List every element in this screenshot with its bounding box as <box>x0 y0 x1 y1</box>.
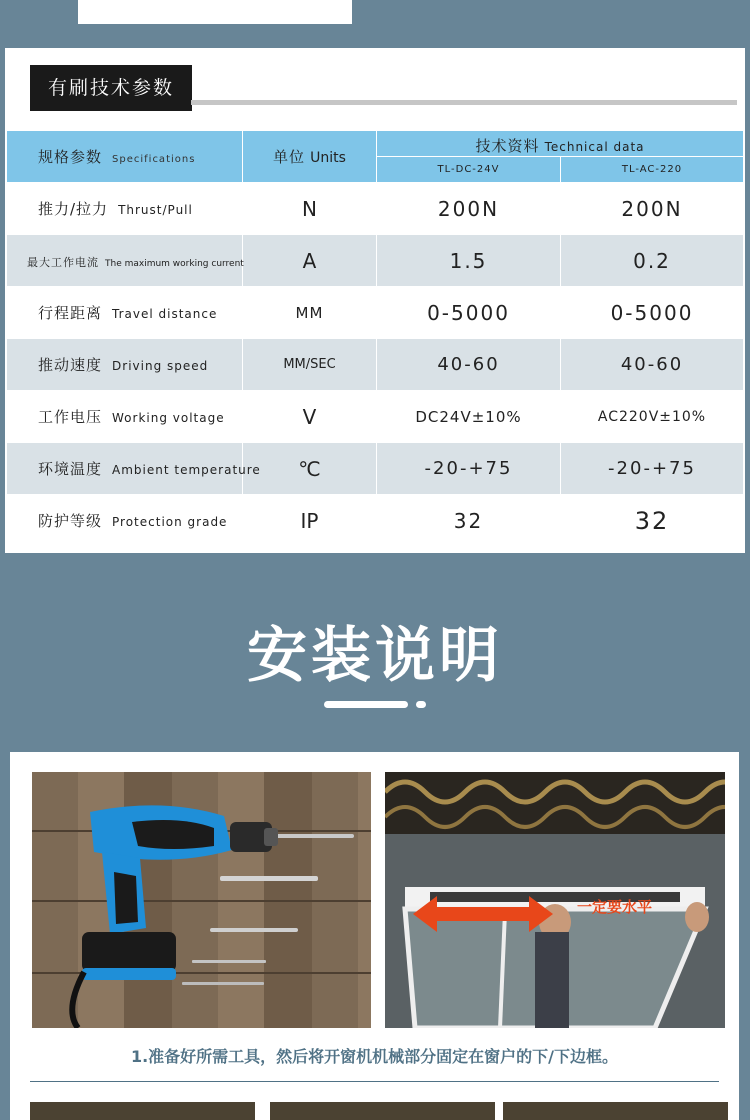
row-label-en: Working voltage <box>112 411 225 425</box>
title-underline <box>324 701 408 708</box>
title-underline-dot <box>416 701 426 708</box>
row-unit: ℃ <box>243 443 377 495</box>
row-value-dc: 1.5 <box>377 235 561 287</box>
header-spec-cn: 规格参数 <box>38 148 103 166</box>
table-row <box>7 339 744 391</box>
table-row <box>7 287 744 339</box>
header-tech-cn: 技术资料 <box>475 137 540 155</box>
header-unit <box>243 131 377 183</box>
row-label-en: The maximum working current <box>105 259 244 269</box>
row-label-en: Travel distance <box>112 307 218 321</box>
spec-heading: 有刷技术参数 <box>30 65 192 111</box>
header-spec-en: Specifications <box>112 154 196 165</box>
row-value-dc: 0-5000 <box>377 287 561 339</box>
table-row <box>7 495 744 547</box>
next-step-thumbnail <box>270 1102 495 1120</box>
header-tech-en: Technical data <box>544 140 645 154</box>
row-unit: A <box>243 235 377 287</box>
row-unit: MM/SEC <box>243 339 377 391</box>
double-arrow-icon <box>413 894 553 934</box>
row-value-ac: 40-60 <box>561 339 744 391</box>
cordless-drill-image <box>32 772 371 1028</box>
row-label-cn: 最大工作电流 <box>27 256 99 269</box>
row-value-dc: 32 <box>377 495 561 547</box>
install-card <box>10 752 739 1120</box>
row-label-en: Thrust/Pull <box>118 203 193 217</box>
row-value-dc: 200N <box>377 183 561 235</box>
row-value-ac: AC220V±10% <box>561 391 744 443</box>
header-model-ac: TL-AC-220 <box>561 157 744 183</box>
row-label-cn: 防护等级 <box>38 512 103 530</box>
table-row <box>7 443 744 495</box>
header-unit-cn: 单位 <box>273 148 306 166</box>
row-unit: MM <box>243 287 377 339</box>
heading-divider <box>191 100 737 105</box>
row-unit: V <box>243 391 377 443</box>
row-value-dc: DC24V±10% <box>377 391 561 443</box>
row-label-cn: 工作电压 <box>38 408 103 426</box>
header-tech <box>377 131 744 157</box>
row-label-en: Driving speed <box>112 359 209 373</box>
spec-table <box>6 130 744 547</box>
row-unit: IP <box>243 495 377 547</box>
row-value-ac: -20-+75 <box>561 443 744 495</box>
table-row <box>7 183 744 235</box>
row-value-dc: -20-+75 <box>377 443 561 495</box>
row-label-cn: 环境温度 <box>38 460 103 478</box>
row-label-en: Protection grade <box>112 515 228 529</box>
next-step-thumbnail <box>30 1102 255 1120</box>
row-label-cn: 行程距离 <box>38 304 103 322</box>
row-value-ac: 0.2 <box>561 235 744 287</box>
row-value-ac: 0-5000 <box>561 287 744 339</box>
row-label-cn: 推力/拉力 <box>38 200 109 218</box>
row-unit: N <box>243 183 377 235</box>
header-model-dc: TL-DC-24V <box>377 157 561 183</box>
header-spec <box>7 131 243 183</box>
next-step-thumbnail <box>503 1102 728 1120</box>
photo-tools <box>32 772 371 1028</box>
header-unit-en: Units <box>310 150 346 166</box>
step1-caption: 1.准备好所需工具，然后将开窗机机械部分固定在窗户的下/下边框。 <box>130 1047 619 1066</box>
row-value-dc: 40-60 <box>377 339 561 391</box>
table-row <box>7 391 744 443</box>
table-row <box>7 235 744 287</box>
photo-window <box>385 772 725 1028</box>
row-label-cn: 推动速度 <box>38 356 103 374</box>
row-value-ac: 200N <box>561 183 744 235</box>
row-label-en: Ambient temperature <box>112 463 261 477</box>
row-value-ac: 32 <box>561 495 744 547</box>
install-title: 安装说明 <box>247 621 503 691</box>
top-strip <box>78 0 352 24</box>
caption-divider <box>30 1081 719 1082</box>
spec-card <box>5 48 745 553</box>
photo-annotation-label: 一定要水平 <box>577 898 653 916</box>
